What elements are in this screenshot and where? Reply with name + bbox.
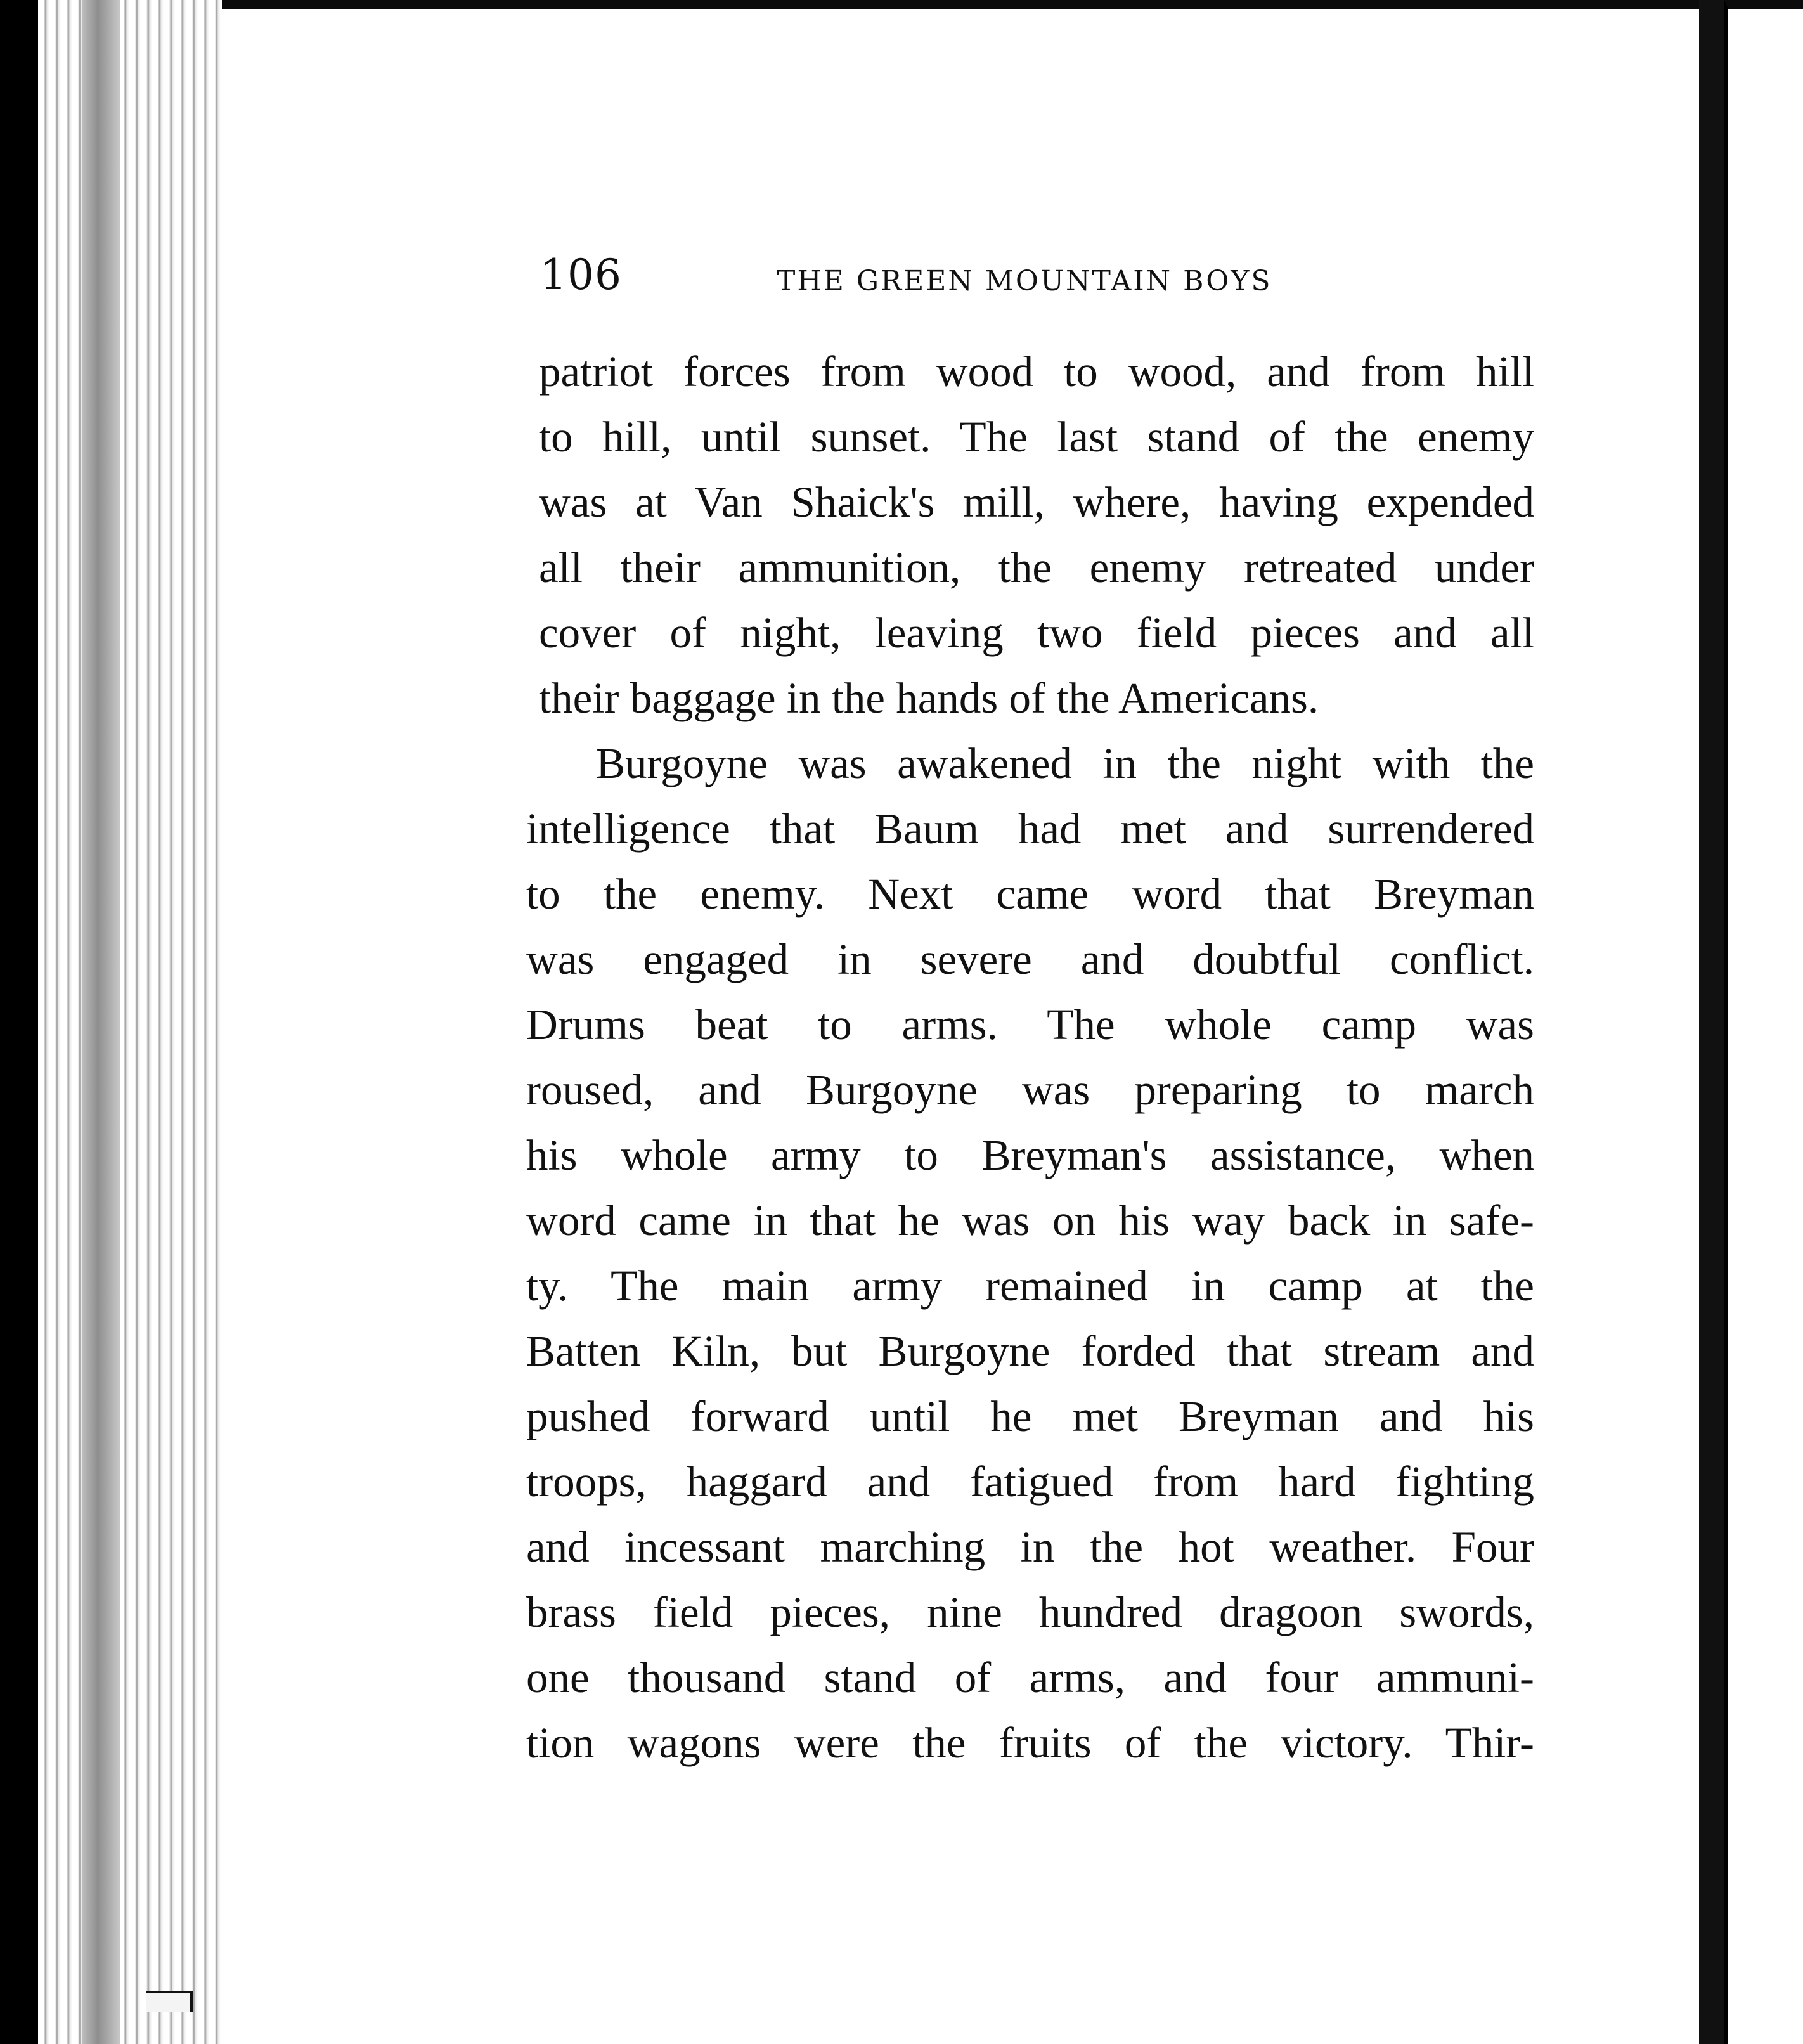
text-line: their baggage in the hands of the Americans. (539, 674, 1319, 722)
text-line: Drums beat to arms. The whole camp was (526, 1000, 1534, 1049)
text-line: cover of night, leaving two field pieces and all (539, 609, 1534, 657)
page-number: 106 (540, 250, 622, 299)
text-line: troops, haggard and fatigued from hard fighting (526, 1458, 1534, 1506)
adjacent-page-edge (1724, 0, 1803, 2044)
text-line: all their ammunition, the enemy retreated under (539, 543, 1534, 592)
running-head: THE GREEN MOUNTAIN BOYS (777, 265, 1272, 297)
text-line: Burgoyne was awakened in the night with the (596, 739, 1534, 787)
text-line: patriot forces from wood to wood, and from hill (539, 347, 1534, 396)
paragraph-1 (539, 339, 1534, 731)
page-edge-ledge (146, 1991, 193, 2012)
text-line: intelligence that Baum had met and surrendered (526, 805, 1534, 853)
text-line: to the enemy. Next came word that Breyman (526, 870, 1534, 918)
text-line: and incessant marching in the hot weather. Four (526, 1523, 1534, 1571)
text-line: one thousand stand of arms, and four ammuni- (526, 1653, 1534, 1702)
text-line: brass field pieces, nine hundred dragoon swords, (526, 1588, 1534, 1636)
text-line: ty. The main army remained in camp at the (526, 1262, 1534, 1310)
page-edge-shadow (82, 0, 120, 2044)
text-line: Batten Kiln, but Burgoyne forded that stream and (526, 1327, 1534, 1375)
gutter-shadow (1699, 0, 1724, 2044)
text-line: roused, and Burgoyne was preparing to march (526, 1066, 1534, 1114)
text-line: his whole army to Breyman's assistance, when (526, 1131, 1534, 1179)
body-text (520, 339, 1534, 1776)
text-line: to hill, until sunset. The last stand of the enemy (539, 413, 1534, 461)
book-page-edges (38, 0, 222, 2044)
paragraph-2 (526, 731, 1534, 1776)
text-line: was engaged in severe and doubtful conflict. (526, 935, 1534, 983)
text-line: pushed forward until he met Breyman and his (526, 1392, 1534, 1440)
text-line: was at Van Shaick's mill, where, having expended (539, 478, 1534, 526)
text-line: word came in that he was on his way back in safe- (526, 1196, 1534, 1245)
text-line: tion wagons were the fruits of the victory. Thir- (526, 1719, 1534, 1767)
